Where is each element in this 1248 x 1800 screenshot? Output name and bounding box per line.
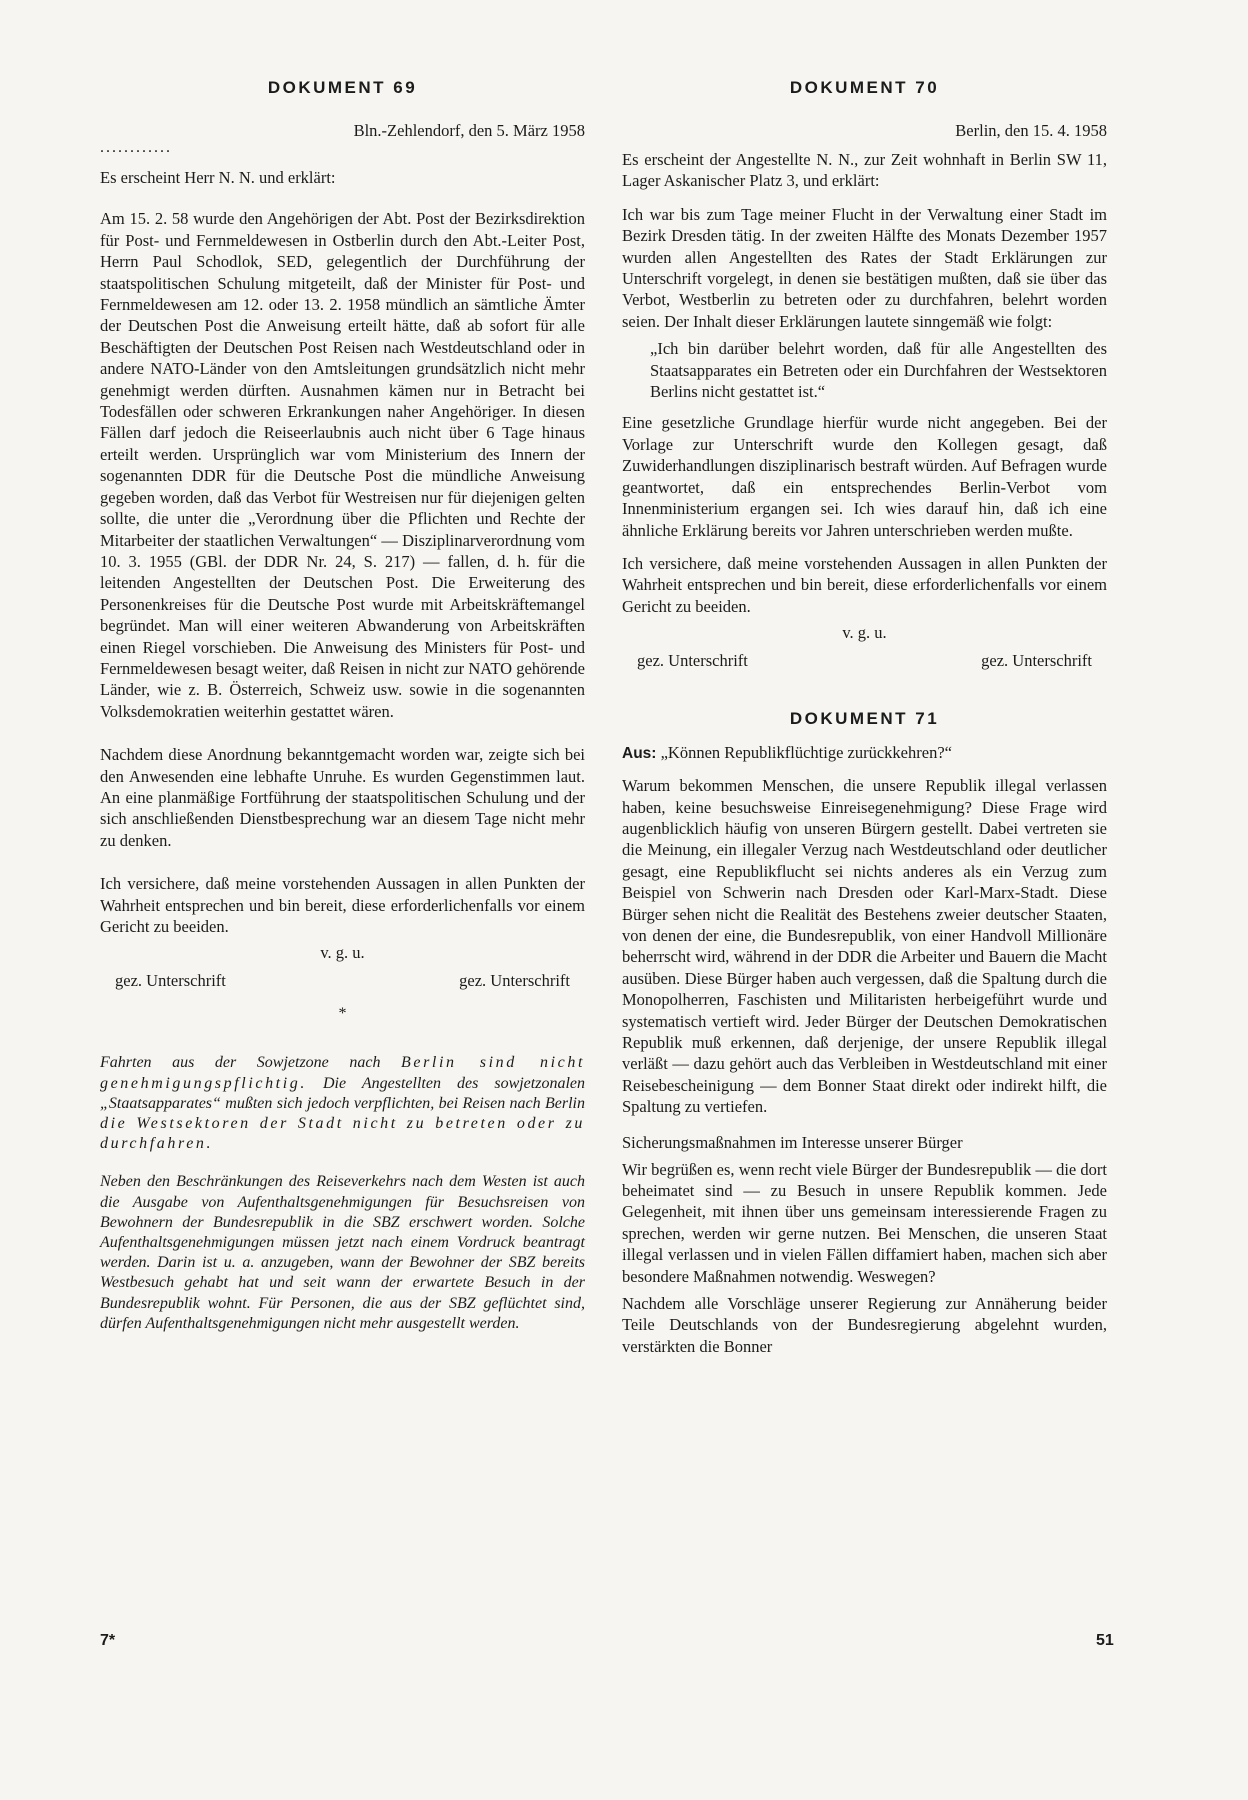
doc70-dateline: Berlin, den 15. 4. 1958 — [955, 121, 1107, 140]
doc69-elision-dots: ............ — [100, 139, 172, 156]
doc69-paragraph-3: Ich versichere, daß meine vorstehenden Aussagen in allen Punkten der Wahrheit entsprechen und bin bereit, diese erforderlichenfalls vor einem Gericht zu beeiden. — [100, 874, 585, 936]
doc71-source-label: Aus: — [622, 745, 657, 763]
doc70-vgu: v. g. u. — [842, 623, 887, 643]
doc70-paragraph-2: Eine gesetzliche Grundlage hierfür wurde nicht angegeben. Bei der Vorlage zur Unterschrift wurde den Kollegen gesagt, daß Zuwiderhandlungen disziplinarisch bestraft würden. Auf Befragen wurde geantwortet, daß ein entsprechendes Berlin-Verbot vom Innenministerium ergangen sei. Ich wies darauf hin, daß ich eine ähnliche Erklärung bereits vor Jahren unterschrieben werden mußte. — [622, 413, 1107, 540]
doc69-dateline: Bln.-Zehlendorf, den 5. März 1958 — [353, 121, 585, 140]
doc71-subheading: Sicherungsmaßnahmen im Interesse unserer Bürger — [622, 1132, 963, 1152]
doc69-paragraph-1: Am 15. 2. 58 wurde den Angehörigen der Abt. Post der Bezirksdirektion für Post- und Fernmeldewesen in Ostberlin durch den Abt.-Leiter Post, Herrn Paul Schodlok, SED, gelegentlich der Durchführung der staatspolitischen Schulung mitgeteilt, daß der Minister für Post- und Fernmeldewesen am 12. oder 13. 2. 1958 mündlich an sämtliche Ämter der Deutschen Post die Anweisung erteilt hätte, daß ab sofort für alle Beschäftigten der Deutschen Post Reisen nach Westdeutschland oder in andere NATO-Länder von den Amtsleitungen grundsätzlich nicht mehr genehmigt werden dürften. Ausnahmen kämen nur in Betracht bei Todesfällen oder schweren Erkrankungen naher Angehöriger. In diesen Fällen darf jedoch die Reiseerlaubnis auch nicht über 6 Tage hinaus erteilt werden. Ursprünglich war vom Ministerium des Innern der sogenannten DDR für die Deutsche Post die mündliche Anweisung gegeben worden, daß das Verbot für Westreisen nur für diejenigen gelten sollte, die unter die „Verordnung über die Pflichten und Rechte der Mitarbeiter der staatlichen Verwaltungen“ — Disziplinarverordnung vom 10. 3. 1955 (GBl. der DDR Nr. 24, S. 217) — fallen, d. h. für die leitenden Angestellten der Deutschen Post. Die Erweiterung des Personenkreises für die Deutsche Post wurde mit Arbeitskräftemangel begründet. Man will einer weiteren Abwanderung von Arbeitskräften einen Riegel vorschieben. Die Anweisung des Ministers für Post- und Fernmeldewesen besagt weiter, daß Reisen in nicht zur NATO gehörende Länder, wie z. B. Österreich, Schweiz usw. sowie in die sogenannten Volksdemokratien weiterhin gestattet wären. — [100, 209, 585, 721]
doc71-paragraph-2: Wir begrüßen es, wenn recht viele Bürger der Bundesrepublik — die dort beheimatet sind — zu Besuch in unsere Republik kommen. Jede Gelegenheit, mit ihnen über uns gemeinsam interessierende Fragen zu sprechen, werden wir gerne nutzen. Bei Menschen, die unseren Staat illegal verlassen und in vielen Fällen diffamiert haben, machen sich aber besondere Maßnahmen notwendig. Weswegen? — [622, 1159, 1107, 1286]
doc70-paragraph-1: Ich war bis zum Tage meiner Flucht in der Verwaltung einer Stadt im Bezirk Dresden tätig. In der zweiten Hälfte des Monats Dezember 1957 wurden allen Angestellten des Rates der Stadt Erklärungen zur Unterschrift vorgelegt, in denen sie bestätigen mußten, daß sie über das Verbot, Westberlin zu betreten oder zu durchfahren, belehrt worden seien. Der Inhalt dieser Erklärungen lautete sinngemäß wie folgt: — [622, 204, 1107, 331]
left-column — [100, 78, 585, 1346]
footer-signature-mark: 7* — [100, 1632, 116, 1649]
doc69-intro: Es erscheint Herr N. N. und erklärt: — [100, 168, 336, 187]
doc70-paragraph-3: Ich versichere, daß meine vorstehenden Aussagen in allen Punkten der Wahrheit entsprechen und bin bereit, diese erforderlichenfalls vor einem Gericht zu beeiden. — [622, 553, 1107, 616]
commentary-1-part-a: Fahrten aus der Sowjetzone nach — [100, 1054, 402, 1072]
doc71-title: DOKUMENT 71 — [789, 709, 940, 729]
commentary-1-emphasis-b: Berlin sind nicht genehmigungspflichtig. — [100, 1054, 585, 1092]
doc69-signature-left: gez. Unterschrift — [115, 971, 226, 991]
section-separator-star: * — [338, 1005, 347, 1023]
doc70-signatures — [622, 651, 1107, 671]
doc69-title: DOKUMENT 69 — [267, 78, 418, 97]
doc69-signature-right: gez. Unterschrift — [459, 971, 570, 991]
doc71-source-line — [622, 743, 1107, 763]
page-number: 51 — [1096, 1632, 1114, 1649]
doc69-paragraph-2: Nachdem diese Anordnung bekanntgemacht worden war, zeigte sich bei den Anwesenden eine lebhafte Unruhe. Es wurden Gegenstimmen laut. An eine planmäßige Fortführung der staatspolitischen Schulung und der sich anschließenden Dienstbesprechung war an diesem Tage nicht mehr zu denken. — [100, 745, 585, 850]
commentary-1-part-c: Die Angestellten des sowjetzonalen „Staatsapparates“ mußten sich jedoch verpflichten, bei Reisen nach Berlin — [100, 1074, 585, 1112]
doc70-intro: Es erscheint der Angestellte N. N., zur Zeit wohnhaft in Berlin SW 11, Lager Askanischer Platz 3, und erklärt: — [622, 150, 1107, 191]
doc70-title: DOKUMENT 70 — [789, 78, 940, 97]
doc69-vgu: v. g. u. — [320, 943, 365, 963]
doc70-signature-left: gez. Unterschrift — [637, 651, 748, 671]
doc70-signature-right: gez. Unterschrift — [981, 651, 1092, 671]
doc69-signatures — [100, 971, 585, 991]
commentary-1 — [100, 1053, 585, 1154]
doc71-paragraph-3: Nachdem alle Vorschläge unserer Regierung zur Annäherung beider Teile Deutschlands von der Bundesregierung abgelehnt wurden, verstärkten die Bonner — [622, 1294, 1107, 1356]
commentary-2: Neben den Beschränkungen des Reiseverkehrs nach dem Westen ist auch die Ausgabe von Aufenthaltsgenehmigungen für Besuchsreisen von Bewohnern der Bundesrepublik in die SBZ erschwert worden. Solche Aufenthaltsgenehmigungen müssen jetzt nach einem Vordruck beantragt werden. Darin ist u. a. anzugeben, wann der Bewohner der SBZ bereits Westbesuch gehabt hat und seit wann der erwartete Besuch in der Bundesrepublik wohnt. Für Personen, die aus der SBZ geflüchtet sind, dürfen Aufenthaltsgenehmigungen nicht mehr ausgestellt werden. — [100, 1173, 585, 1332]
doc71-paragraph-1: Warum bekommen Menschen, die unsere Republik illegal verlassen haben, keine besuchsweise Einreisegenehmigung? Diese Frage wird augenblicklich häufig von unseren Bürgern gestellt. Dabei vertreten sie die Meinung, ein illegaler Verzug nach Westdeutschland oder deutlicher gesagt, eine Republikflucht sei nichts anderes als ein Verzug zum Beispiel von Schwerin nach Dresden oder Karl-Marx-Stadt. Diese Bürger sehen nicht die Realität des Bestehens zweier deutscher Staaten, von denen der eine, die Bundesrepublik, von einer Handvoll Millionäre beherrscht wird, während in der DDR die Arbeiter und Bauern die Macht ausüben. Diese Bürger haben auch vergessen, daß die Spaltung durch die Monopolherren, Faschisten und Militaristen herbeigeführt wurde und systematisch vertieft wird. Jeder Bürger der Deutschen Demokratischen Republik muß erkennen, daß derjenige, der unsere Republik illegal verläßt — dazu gehört auch das Verbleiben in Westdeutschland mit einer Reisebescheinigung — dem Bonner Staat direkt oder indirekt hilft, die Spaltung zu vertiefen. — [622, 776, 1107, 1117]
right-column — [622, 78, 1107, 1369]
doc70-quote: „Ich bin darüber belehrt worden, daß für alle Angestellten des Staatsapparates ein Betreten oder ein Durchfahren der Westsektoren Berlins nicht gestattet ist.“ — [650, 339, 1107, 402]
commentary-1-emphasis-d: die Westsektoren der Stadt nicht zu betreten oder zu durchfahren. — [100, 1115, 585, 1153]
doc71-source-title: „Können Republikflüchtige zurückkehren?“ — [656, 743, 952, 763]
